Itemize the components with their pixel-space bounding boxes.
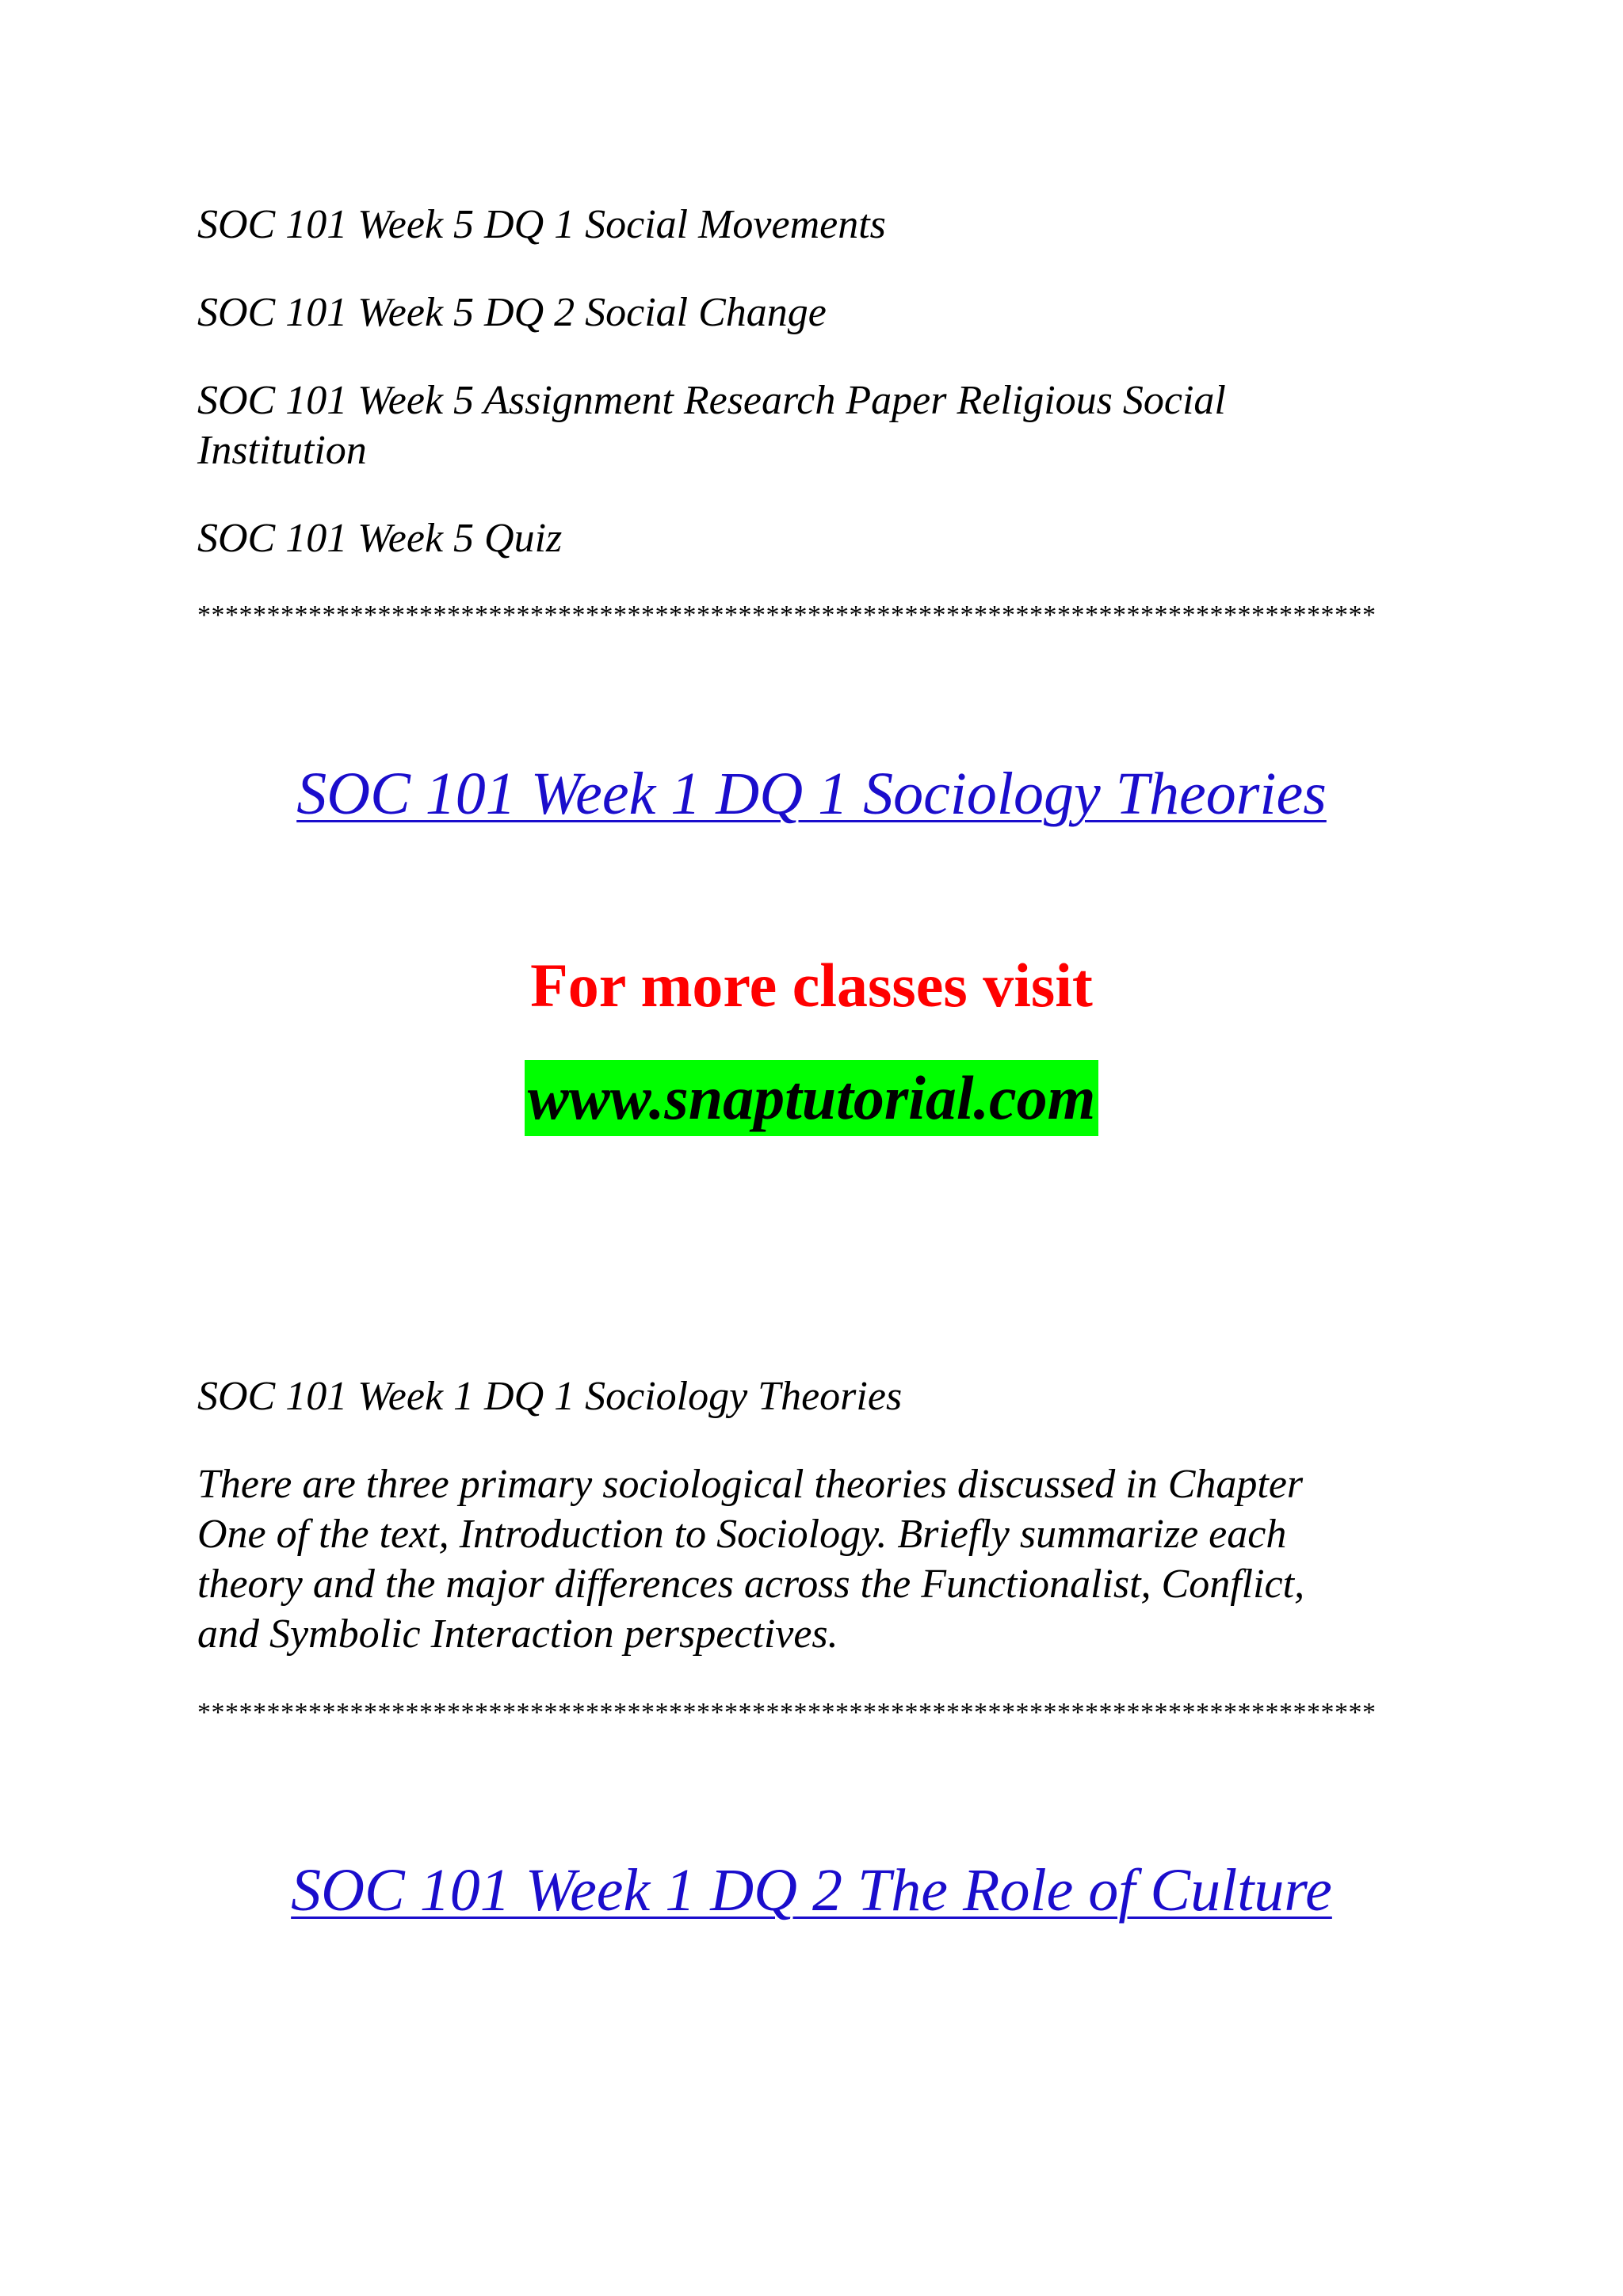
list-item: SOC 101 Week 5 DQ 2 Social Change bbox=[197, 290, 827, 335]
description-paragraph bbox=[197, 1459, 1434, 1659]
course-title-link[interactable]: SOC 101 Week 1 DQ 1 Sociology Theories bbox=[296, 761, 1327, 827]
separator: ************************************************************************************* bbox=[197, 601, 1377, 630]
section-subtitle: SOC 101 Week 1 DQ 1 Sociology Theories bbox=[197, 1374, 903, 1419]
description-line: and Symbolic Interaction perspectives. bbox=[197, 1611, 838, 1657]
list-item: Institution bbox=[197, 428, 367, 473]
list-item: SOC 101 Week 5 Assignment Research Paper Religious Social bbox=[197, 378, 1226, 423]
description-line: There are three primary sociological theories discussed in Chapter bbox=[197, 1462, 1304, 1507]
separator: ************************************************************************************* bbox=[197, 1698, 1377, 1727]
site-url-link[interactable]: www.snaptutorial.com bbox=[525, 1060, 1099, 1136]
promo-text: For more classes visit bbox=[530, 951, 1093, 1020]
list-item: SOC 101 Week 5 Quiz bbox=[197, 516, 563, 561]
description-line: One of the text, Introduction to Sociology. Briefly summarize each bbox=[197, 1512, 1287, 1557]
list-item: SOC 101 Week 5 DQ 1 Social Movements bbox=[197, 202, 886, 247]
description-line: theory and the major differences across the Functionalist, Conflict, bbox=[197, 1562, 1305, 1607]
course-title-link[interactable]: SOC 101 Week 1 DQ 2 The Role of Culture bbox=[291, 1857, 1332, 1924]
site-link-wrapper bbox=[0, 1060, 1623, 1136]
